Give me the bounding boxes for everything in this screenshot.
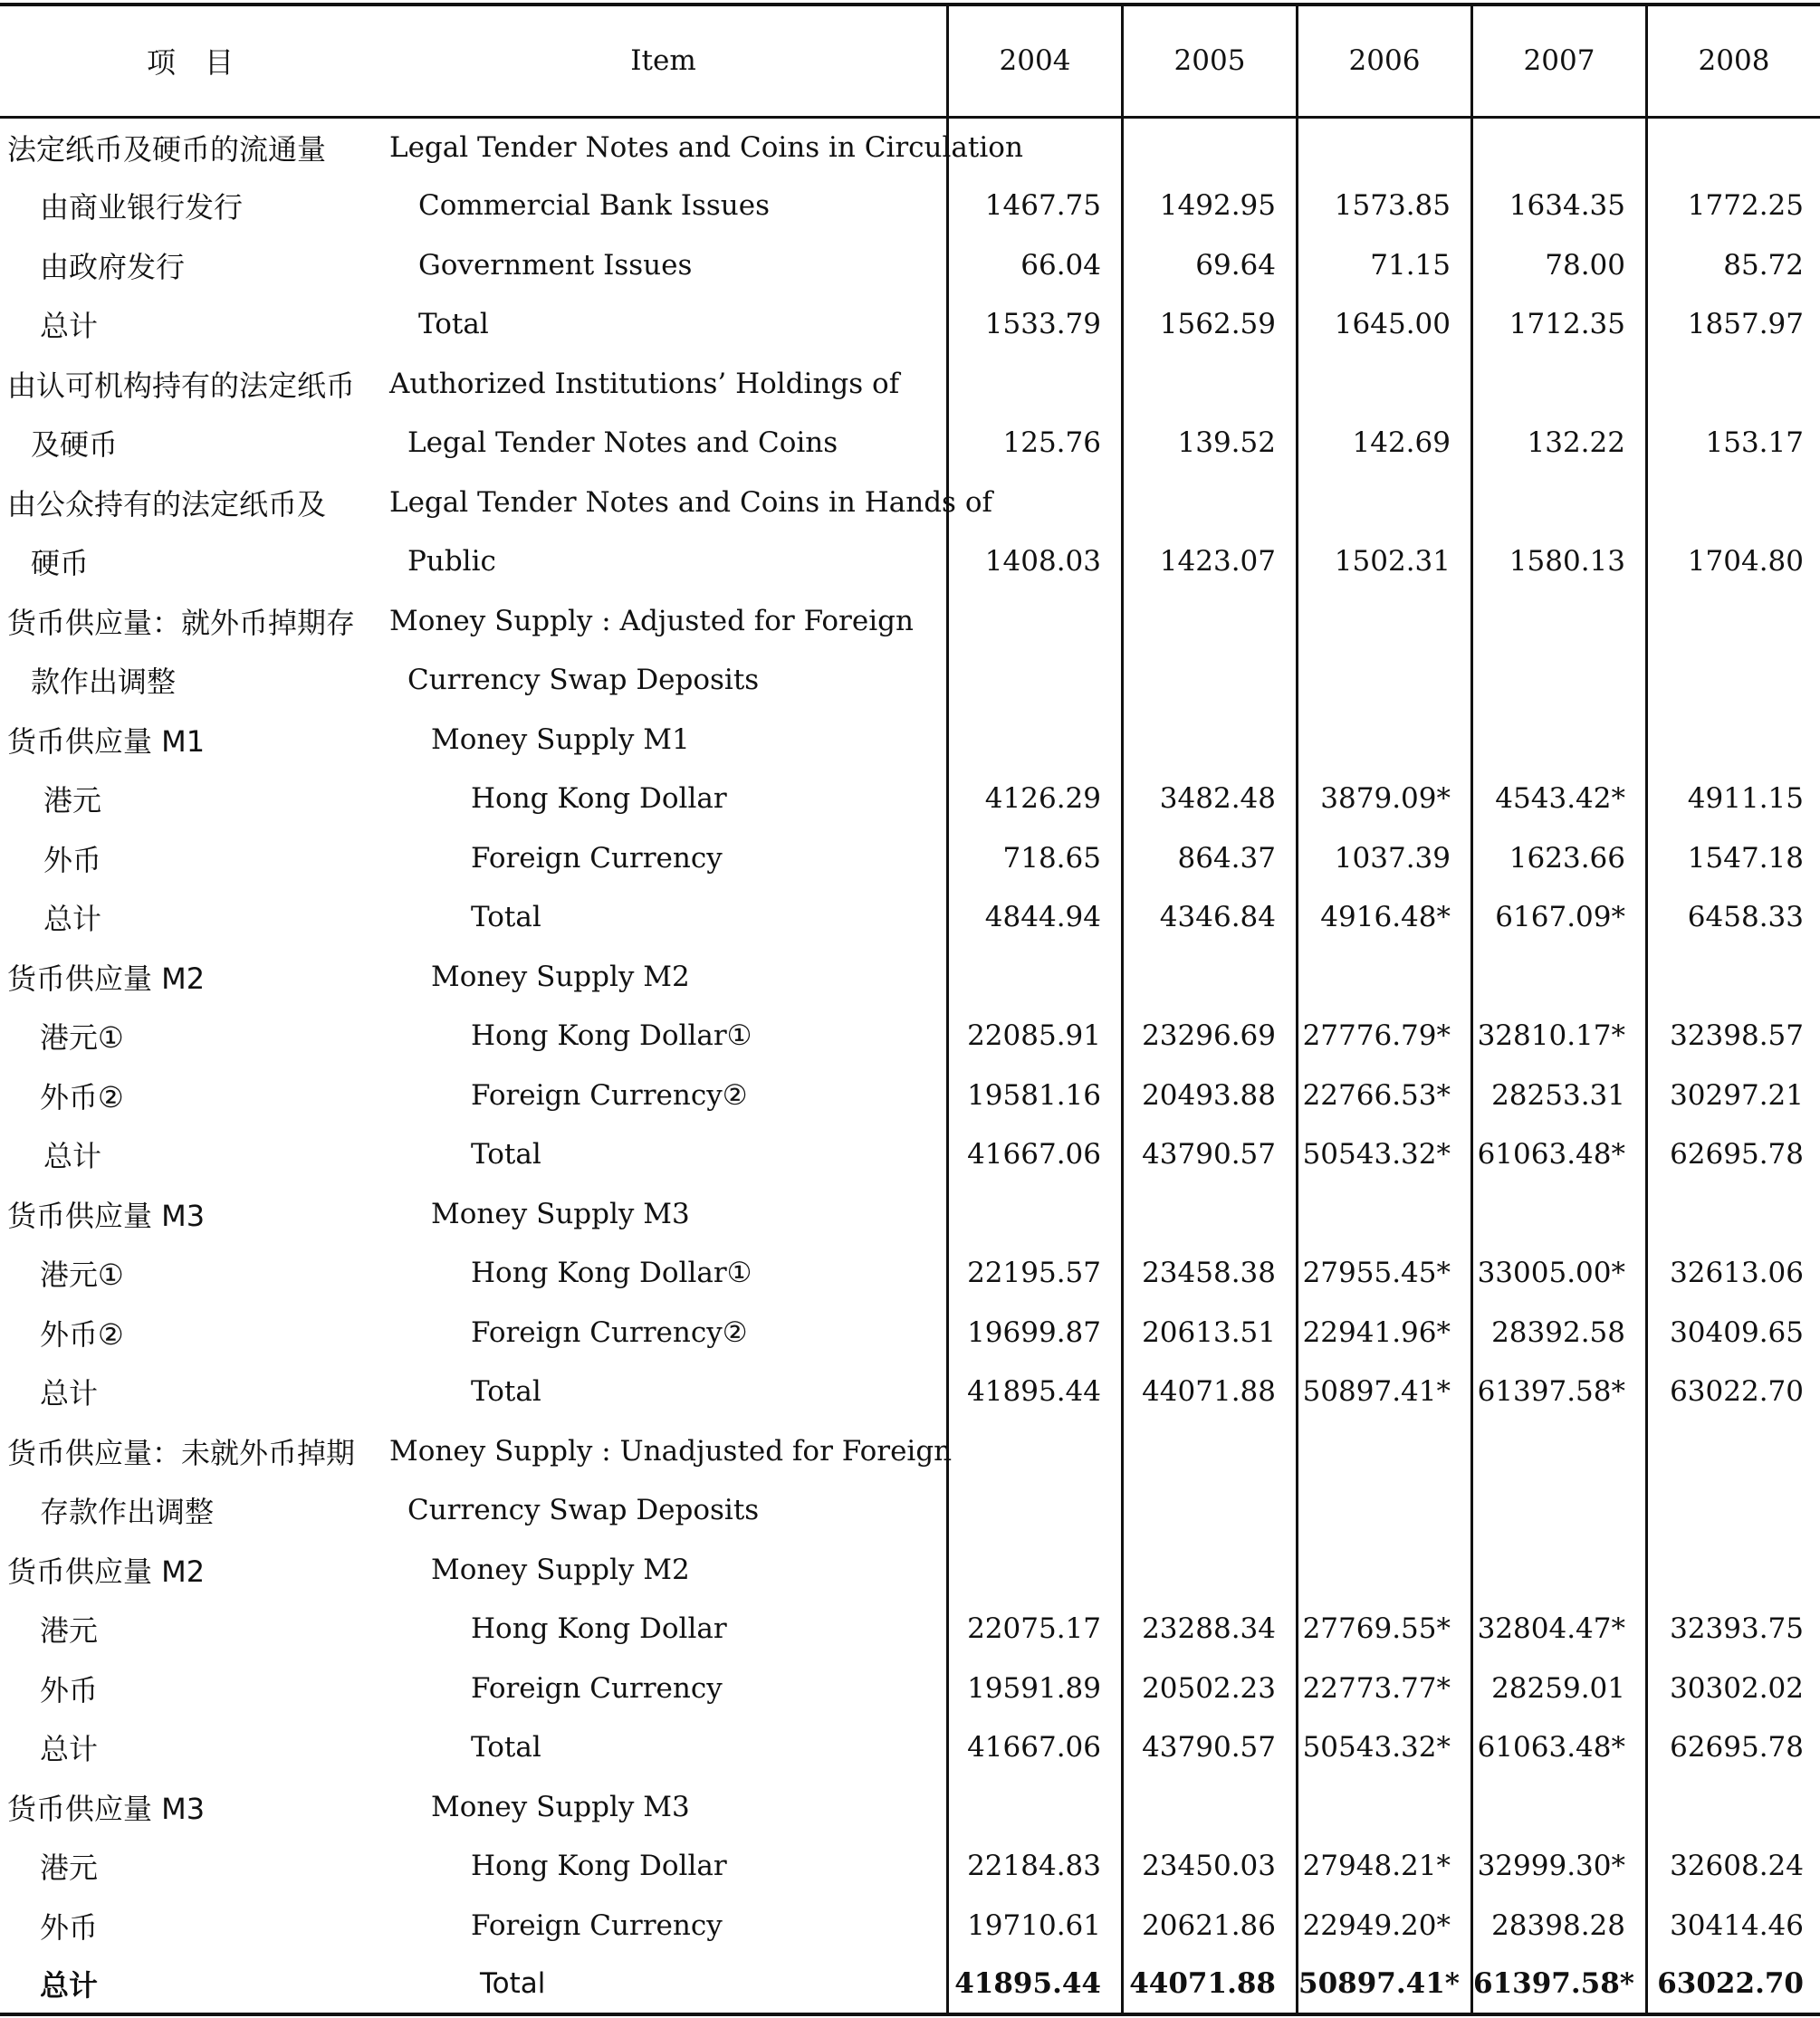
value-cell-2006: 22773.77* [1298, 1659, 1472, 1718]
value-cell-2008: 32608.24 [1647, 1837, 1820, 1897]
value-cell-2004 [948, 1540, 1123, 1600]
value-cell-2004: 22184.83 [948, 1837, 1123, 1897]
table-row [0, 1777, 1820, 1837]
value-cell-2006 [1298, 947, 1472, 1007]
value-cell-2006: 27776.79* [1298, 1007, 1472, 1066]
value-cell-2007: 32804.47* [1472, 1600, 1647, 1659]
value-cell-2005 [1123, 1481, 1298, 1541]
value-cell-2008: 62695.78 [1647, 1718, 1820, 1778]
value-cell-2004: 19710.61 [948, 1896, 1123, 1956]
value-cell-2006 [1298, 1540, 1472, 1600]
value-cell-2005 [1123, 1540, 1298, 1600]
value-cell-2007: 32810.17* [1472, 1007, 1647, 1066]
value-cell-2006: 142.69 [1298, 414, 1472, 473]
value-cell-2006 [1298, 117, 1472, 177]
table-row [0, 1184, 1820, 1244]
value-cell-2007: 1580.13 [1472, 532, 1647, 592]
value-cell-2005: 69.64 [1123, 235, 1298, 295]
value-cell-2004: 4844.94 [948, 888, 1123, 948]
value-cell-2006 [1298, 1777, 1472, 1837]
value-cell-2005: 1492.95 [1123, 177, 1298, 236]
row-label-en: Money Supply M2 [431, 1553, 690, 1586]
row-label-en: Hong Kong Dollar① [471, 1257, 752, 1290]
value-cell-2008: 1704.80 [1647, 532, 1820, 592]
value-cell-2007: 33005.00* [1472, 1244, 1647, 1304]
value-cell-2005: 44071.88 [1123, 1956, 1298, 2015]
value-cell-2005: 1423.07 [1123, 532, 1298, 592]
row-label-cn: 总计 [43, 902, 102, 937]
row-label-cn: 总计 [40, 309, 99, 344]
value-cell-2007 [1472, 651, 1647, 711]
value-cell-2006: 27948.21* [1298, 1837, 1472, 1897]
value-cell-2008: 30297.21 [1647, 1066, 1820, 1125]
value-cell-2005: 23450.03 [1123, 1837, 1298, 1897]
value-cell-2007 [1472, 710, 1647, 770]
row-label-en: Foreign Currency② [471, 1315, 748, 1349]
value-cell-2007: 4543.42* [1472, 770, 1647, 829]
table-row [0, 1837, 1820, 1897]
value-cell-2005: 20493.88 [1123, 1066, 1298, 1125]
value-cell-2007 [1472, 1421, 1647, 1481]
row-label-en: Foreign Currency [471, 1908, 723, 1942]
value-cell-2008 [1647, 354, 1820, 414]
row-label-en: Money Supply M1 [431, 722, 690, 756]
value-cell-2007 [1472, 947, 1647, 1007]
value-cell-2008: 32398.57 [1647, 1007, 1820, 1066]
value-cell-2005: 20613.51 [1123, 1303, 1298, 1363]
header-year-2004: 2004 [948, 5, 1123, 117]
row-label-cn: 总计 [0, 1956, 380, 2015]
table-row [0, 1481, 1820, 1541]
value-cell-2004: 4126.29 [948, 770, 1123, 829]
value-cell-2006: 71.15 [1298, 235, 1472, 295]
value-cell-2006 [1298, 473, 1472, 532]
row-label-cn: 港元 [43, 783, 102, 818]
value-cell-2005: 20502.23 [1123, 1659, 1298, 1718]
value-cell-2006: 22766.53* [1298, 1066, 1472, 1125]
value-cell-2005: 1562.59 [1123, 295, 1298, 355]
row-label-cn: 总计 [43, 1139, 102, 1174]
table-row [0, 1303, 1820, 1363]
table-row [0, 651, 1820, 711]
value-cell-2004: 1467.75 [948, 177, 1123, 236]
value-cell-2008 [1647, 1540, 1820, 1600]
table-row [0, 1363, 1820, 1422]
header-year-2005: 2005 [1123, 5, 1298, 117]
value-cell-2007: 1634.35 [1472, 177, 1647, 236]
table-row [0, 1718, 1820, 1778]
value-cell-2007: 1712.35 [1472, 295, 1647, 355]
value-cell-2008: 4911.15 [1647, 770, 1820, 829]
table-row [0, 117, 1820, 177]
value-cell-2008: 63022.70 [1647, 1956, 1820, 2015]
value-cell-2006: 1037.39 [1298, 828, 1472, 888]
value-cell-2004 [948, 1421, 1123, 1481]
row-label-cn: 货币供应量：未就外币掉期 [7, 1435, 356, 1470]
row-label-en: Total [471, 901, 541, 934]
row-label-en: Currency Swap Deposits [407, 664, 760, 697]
row-label-en: Money Supply : Adjusted for Foreign [389, 604, 914, 637]
value-cell-2008 [1647, 1184, 1820, 1244]
value-cell-2004 [948, 947, 1123, 1007]
row-label-en: Foreign Currency② [471, 1078, 748, 1112]
value-cell-2005 [1123, 117, 1298, 177]
value-cell-2006: 50897.41* [1298, 1363, 1472, 1422]
row-label-en: Government Issues [418, 248, 693, 282]
value-cell-2005: 23296.69 [1123, 1007, 1298, 1066]
table-row [0, 1244, 1820, 1304]
value-cell-2008 [1647, 1481, 1820, 1541]
header-item-cn: 项 目 [0, 5, 380, 117]
value-cell-2006: 1502.31 [1298, 532, 1472, 592]
row-label-cn: 外币 [40, 1909, 99, 1945]
row-label-cn: 货币供应量 M2 [7, 961, 206, 996]
row-label-en: Total [418, 308, 489, 341]
row-label-cn: 货币供应量 M3 [7, 1198, 206, 1233]
row-label-en: Total [471, 1138, 541, 1172]
value-cell-2006: 1573.85 [1298, 177, 1472, 236]
row-label-en: Money Supply M3 [431, 1790, 690, 1823]
value-cell-2008 [1647, 473, 1820, 532]
value-cell-2004: 66.04 [948, 235, 1123, 295]
row-label-en: Hong Kong Dollar① [471, 1019, 752, 1053]
value-cell-2007: 61063.48* [1472, 1718, 1647, 1778]
value-cell-2006: 22949.20* [1298, 1896, 1472, 1956]
row-label-en: Public [407, 545, 496, 579]
value-cell-2005: 864.37 [1123, 828, 1298, 888]
row-label-cn: 货币供应量 M1 [7, 723, 206, 759]
value-cell-2004: 22085.91 [948, 1007, 1123, 1066]
row-label-cn: 港元① [40, 1258, 124, 1293]
table-body [0, 117, 1820, 2014]
value-cell-2007: 6167.09* [1472, 888, 1647, 948]
value-cell-2004: 22195.57 [948, 1244, 1123, 1304]
row-label-cn: 由政府发行 [40, 249, 186, 284]
value-cell-2005: 43790.57 [1123, 1718, 1298, 1778]
value-cell-2004: 41667.06 [948, 1718, 1123, 1778]
row-label-cn: 法定纸币及硬币的流通量 [7, 131, 327, 167]
value-cell-2007 [1472, 1481, 1647, 1541]
value-cell-2007: 28253.31 [1472, 1066, 1647, 1125]
row-label-cn: 硬币 [31, 546, 90, 581]
row-label-cn: 港元 [40, 1851, 99, 1886]
row-label-cn: 外币② [40, 1079, 124, 1114]
table-row [0, 1007, 1820, 1066]
row-label-en: Hong Kong Dollar [471, 1850, 727, 1883]
value-cell-2007: 78.00 [1472, 235, 1647, 295]
value-cell-2008: 85.72 [1647, 235, 1820, 295]
header-year-2006: 2006 [1298, 5, 1472, 117]
value-cell-2008: 30302.02 [1647, 1659, 1820, 1718]
row-label-en: Commercial Bank Issues [418, 189, 771, 223]
row-label-cn: 货币供应量 M2 [7, 1554, 206, 1589]
value-cell-2005 [1123, 1421, 1298, 1481]
value-cell-2004: 125.76 [948, 414, 1123, 473]
row-label-en: Total [471, 1731, 541, 1765]
table-row [0, 235, 1820, 295]
row-label-en: Total [471, 1375, 541, 1409]
value-cell-2007 [1472, 117, 1647, 177]
value-cell-2005 [1123, 1777, 1298, 1837]
row-label-cn: 港元① [40, 1020, 124, 1056]
value-cell-2006: 50543.32* [1298, 1125, 1472, 1185]
row-label-cn: 由商业银行发行 [40, 190, 244, 225]
value-cell-2007: 28392.58 [1472, 1303, 1647, 1363]
table-row [0, 1896, 1820, 1956]
value-cell-2008 [1647, 1421, 1820, 1481]
value-cell-2004 [948, 1184, 1123, 1244]
row-label-en: Legal Tender Notes and Coins in Hands of [389, 485, 992, 519]
value-cell-2008 [1647, 651, 1820, 711]
row-label-en: Hong Kong Dollar [471, 1612, 727, 1646]
value-cell-2008: 1772.25 [1647, 177, 1820, 236]
row-label-cn: 外币 [43, 842, 102, 877]
table-row [0, 414, 1820, 473]
value-cell-2008: 63022.70 [1647, 1363, 1820, 1422]
row-label-en: Legal Tender Notes and Coins [407, 426, 838, 460]
value-cell-2004: 19581.16 [948, 1066, 1123, 1125]
value-cell-2005: 23288.34 [1123, 1600, 1298, 1659]
value-cell-2008: 1547.18 [1647, 828, 1820, 888]
row-label-en: Foreign Currency [471, 1671, 723, 1705]
value-cell-2004: 1408.03 [948, 532, 1123, 592]
value-cell-2005: 139.52 [1123, 414, 1298, 473]
value-cell-2007: 61397.58* [1472, 1363, 1647, 1422]
row-label-en: Currency Swap Deposits [407, 1494, 760, 1527]
value-cell-2004: 19591.89 [948, 1659, 1123, 1718]
value-cell-2005 [1123, 591, 1298, 651]
table-row [0, 1956, 1820, 2015]
value-cell-2006 [1298, 1184, 1472, 1244]
value-cell-2004: 19699.87 [948, 1303, 1123, 1363]
row-label-cn: 港元 [40, 1613, 99, 1649]
value-cell-2005 [1123, 354, 1298, 414]
value-cell-2005: 44071.88 [1123, 1363, 1298, 1422]
value-cell-2006: 4916.48* [1298, 888, 1472, 948]
table-row [0, 295, 1820, 355]
table-row [0, 591, 1820, 651]
value-cell-2007: 28398.28 [1472, 1896, 1647, 1956]
row-label-cn: 及硬币 [31, 427, 119, 463]
value-cell-2004 [948, 1481, 1123, 1541]
value-cell-2005 [1123, 710, 1298, 770]
value-cell-2005: 43790.57 [1123, 1125, 1298, 1185]
table-row [0, 1421, 1820, 1481]
value-cell-2004 [948, 651, 1123, 711]
row-label-cn: 存款作出调整 [40, 1495, 215, 1530]
table-row [0, 947, 1820, 1007]
row-label-en: Authorized Institutions’ Holdings of [389, 367, 900, 400]
value-cell-2007: 132.22 [1472, 414, 1647, 473]
value-cell-2007 [1472, 1184, 1647, 1244]
value-cell-2006: 50897.41* [1298, 1956, 1472, 2015]
value-cell-2008: 1857.97 [1647, 295, 1820, 355]
table-row [0, 532, 1820, 592]
value-cell-2006 [1298, 591, 1472, 651]
row-label-cn: 款作出调整 [31, 665, 177, 700]
value-cell-2006: 50543.32* [1298, 1718, 1472, 1778]
value-cell-2008: 32393.75 [1647, 1600, 1820, 1659]
row-label-en: Money Supply M3 [431, 1197, 690, 1230]
row-label-en: Money Supply M2 [431, 960, 690, 993]
table-row [0, 1600, 1820, 1659]
table-row [0, 770, 1820, 829]
value-cell-2005 [1123, 651, 1298, 711]
value-cell-2007 [1472, 1777, 1647, 1837]
row-label-en: Money Supply : Unadjusted for Foreign [389, 1434, 953, 1468]
value-cell-2006: 22941.96* [1298, 1303, 1472, 1363]
value-cell-2007: 61397.58* [1472, 1956, 1647, 2015]
value-cell-2008 [1647, 1777, 1820, 1837]
value-cell-2005: 20621.86 [1123, 1896, 1298, 1956]
table-row [0, 710, 1820, 770]
value-cell-2005: 23458.38 [1123, 1244, 1298, 1304]
value-cell-2008: 30409.65 [1647, 1303, 1820, 1363]
value-cell-2006: 3879.09* [1298, 770, 1472, 829]
money-supply-table [0, 3, 1820, 2016]
value-cell-2004: 1533.79 [948, 295, 1123, 355]
header-item-en: Item [380, 5, 948, 117]
table-row [0, 1125, 1820, 1185]
value-cell-2004 [948, 591, 1123, 651]
row-label-en: Foreign Currency [471, 841, 723, 875]
value-cell-2004 [948, 354, 1123, 414]
value-cell-2008: 6458.33 [1647, 888, 1820, 948]
row-label-cn: 货币供应量 M3 [7, 1791, 206, 1826]
row-label-cn: 货币供应量：就外币掉期存 [7, 605, 356, 640]
table-row [0, 828, 1820, 888]
value-cell-2007: 28259.01 [1472, 1659, 1647, 1718]
value-cell-2006 [1298, 1421, 1472, 1481]
value-cell-2004: 41895.44 [948, 1956, 1123, 2015]
value-cell-2006: 1645.00 [1298, 295, 1472, 355]
value-cell-2008: 32613.06 [1647, 1244, 1820, 1304]
header-year-2007: 2007 [1472, 5, 1647, 117]
value-cell-2004: 22075.17 [948, 1600, 1123, 1659]
value-cell-2007 [1472, 354, 1647, 414]
value-cell-2007 [1472, 473, 1647, 532]
table-row [0, 354, 1820, 414]
row-label-en: Legal Tender Notes and Coins in Circulation [389, 130, 1023, 164]
value-cell-2008: 153.17 [1647, 414, 1820, 473]
value-cell-2008: 30414.46 [1647, 1896, 1820, 1956]
value-cell-2004 [948, 710, 1123, 770]
value-cell-2008 [1647, 947, 1820, 1007]
table-row [0, 1659, 1820, 1718]
value-cell-2005 [1123, 473, 1298, 532]
table-row [0, 473, 1820, 532]
value-cell-2008 [1647, 591, 1820, 651]
value-cell-2004: 41895.44 [948, 1363, 1123, 1422]
value-cell-2007: 61063.48* [1472, 1125, 1647, 1185]
row-label-cn: 外币② [40, 1316, 124, 1352]
row-label-en: Total [380, 1956, 948, 2015]
row-label-cn: 由认可机构持有的法定纸币 [7, 368, 356, 403]
value-cell-2004 [948, 1777, 1123, 1837]
row-label-en: Hong Kong Dollar [471, 782, 727, 816]
value-cell-2005: 3482.48 [1123, 770, 1298, 829]
table-row [0, 177, 1820, 236]
value-cell-2008: 62695.78 [1647, 1125, 1820, 1185]
table-row [0, 1540, 1820, 1600]
row-label-cn: 由公众持有的法定纸币及 [7, 486, 327, 521]
table-row [0, 1066, 1820, 1125]
value-cell-2007 [1472, 1540, 1647, 1600]
value-cell-2005 [1123, 1184, 1298, 1244]
value-cell-2007 [1472, 591, 1647, 651]
header-year-2008: 2008 [1647, 5, 1820, 117]
value-cell-2006 [1298, 710, 1472, 770]
row-label-cn: 总计 [40, 1732, 99, 1767]
value-cell-2008 [1647, 117, 1820, 177]
value-cell-2006: 27769.55* [1298, 1600, 1472, 1659]
table-row [0, 888, 1820, 948]
value-cell-2006: 27955.45* [1298, 1244, 1472, 1304]
value-cell-2007: 32999.30* [1472, 1837, 1647, 1897]
value-cell-2006 [1298, 651, 1472, 711]
row-label-cn: 总计 [40, 1376, 99, 1411]
header-row [0, 5, 1820, 117]
value-cell-2004: 718.65 [948, 828, 1123, 888]
value-cell-2005 [1123, 947, 1298, 1007]
value-cell-2006 [1298, 354, 1472, 414]
value-cell-2004: 41667.06 [948, 1125, 1123, 1185]
value-cell-2007: 1623.66 [1472, 828, 1647, 888]
row-label-cn: 外币 [40, 1672, 99, 1707]
value-cell-2006 [1298, 1481, 1472, 1541]
value-cell-2008 [1647, 710, 1820, 770]
value-cell-2005: 4346.84 [1123, 888, 1298, 948]
